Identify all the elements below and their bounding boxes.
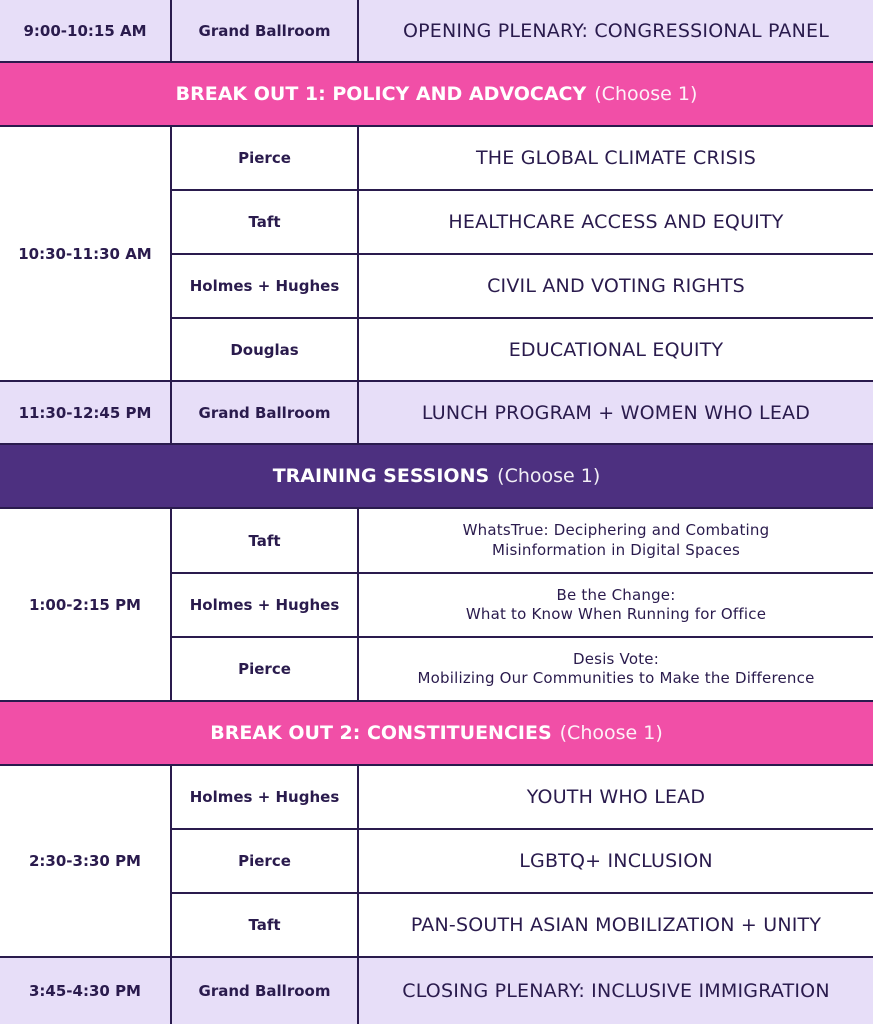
banner-text	[0, 445, 873, 507]
session-title: EDUCATIONAL EQUITY	[508, 338, 724, 361]
session-title: LUNCH PROGRAM + WOMEN WHO LEAD	[421, 401, 811, 424]
time-cell: 1:00-2:15 PM	[0, 509, 172, 700]
room-cell: Grand Ballroom	[172, 958, 359, 1024]
banner-title: BREAK OUT 2: CONSTITUENCIES	[210, 722, 552, 744]
room-cell: Taft	[172, 509, 359, 572]
room-cell: Taft	[172, 894, 359, 956]
session-title	[359, 574, 873, 636]
time-cell: 9:00-10:15 AM	[0, 0, 172, 61]
training-block	[0, 509, 873, 702]
banner-text	[0, 702, 873, 764]
room-cell: Pierce	[172, 638, 359, 700]
room-cell: Grand Ballroom	[172, 0, 359, 61]
opening-plenary-row	[0, 0, 873, 63]
room-cell: Holmes + Hughes	[172, 766, 359, 828]
session-title-line: Mobilizing Our Communities to Make the Difference	[417, 669, 815, 687]
banner-title: BREAK OUT 1: POLICY AND ADVOCACY	[175, 83, 587, 105]
session-title: YOUTH WHO LEAD	[526, 786, 706, 808]
breakout-2-block	[0, 766, 873, 958]
time-cell: 10:30-11:30 AM	[0, 127, 172, 380]
session-title: PAN-SOUTH ASIAN MOBILIZATION + UNITY	[410, 914, 822, 936]
lunch-row	[0, 382, 873, 445]
session-title	[359, 638, 873, 700]
breakout-1-header	[0, 63, 873, 127]
session-title: LGBTQ+ INCLUSION	[519, 850, 713, 872]
training-header	[0, 445, 873, 509]
room-cell: Douglas	[172, 319, 359, 380]
time-cell: 2:30-3:30 PM	[0, 766, 172, 956]
breakout-1-block	[0, 127, 873, 382]
session-title-line: Desis Vote:	[573, 649, 659, 668]
session-title-line: Misinformation in Digital Spaces	[491, 540, 741, 559]
room-cell: Pierce	[172, 830, 359, 892]
banner-note: (Choose 1)	[594, 83, 698, 105]
banner-note: (Choose 1)	[559, 722, 663, 744]
room-cell: Pierce	[172, 127, 359, 189]
room-cell: Taft	[172, 191, 359, 253]
closing-plenary-row	[0, 958, 873, 1024]
banner-note: (Choose 1)	[497, 465, 601, 487]
room-cell: Holmes + Hughes	[172, 255, 359, 317]
session-title-line: Be the Change:	[556, 585, 676, 604]
session-title: HEALTHCARE ACCESS AND EQUITY	[448, 211, 784, 233]
session-title: OPENING PLENARY: CONGRESSIONAL PANEL	[402, 19, 830, 42]
time-cell: 3:45-4:30 PM	[0, 958, 172, 1024]
breakout-2-header	[0, 702, 873, 766]
session-title-line: WhatsTrue: Deciphering and Combating	[462, 521, 770, 539]
session-title: CLOSING PLENARY: INCLUSIVE IMMIGRATION	[402, 980, 830, 1002]
session-title	[359, 509, 873, 572]
banner-title: TRAINING SESSIONS	[272, 465, 490, 487]
time-cell: 11:30-12:45 PM	[0, 382, 172, 443]
banner-text	[0, 63, 873, 125]
session-title: CIVIL AND VOTING RIGHTS	[487, 275, 745, 297]
session-title: THE GLOBAL CLIMATE CRISIS	[476, 147, 756, 169]
room-cell: Grand Ballroom	[172, 382, 359, 443]
session-title-line: What to Know When Running for Office	[465, 605, 767, 623]
room-cell: Holmes + Hughes	[172, 574, 359, 636]
